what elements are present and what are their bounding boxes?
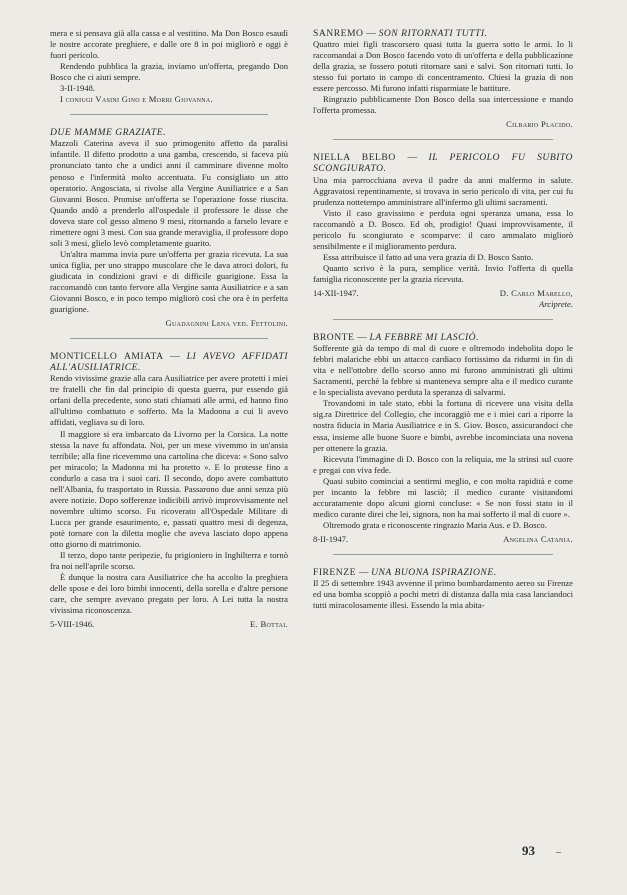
article-heading [313,332,573,343]
paragraph: Essa attribuisce il fatto ad una vera grazia di D. Bosco Santo. [323,251,534,262]
paragraph: Sofferente già da tempo di mal di cuore e oltremodo indebolita dopo le febbri malariche ebbi un attacco cardiaco fortissimo da ridurmi in fin di vita e nell'ottobre dello scorso anno mi furono amministrati gli ultimi Sacramenti, perchè la febbre si manteneva sempre alta e il medico curante e lo specialista avevano perduta la speranza di salvarmi. [313,343,573,398]
page-dash: – [556,847,561,858]
article-place: FIRENZE — [313,566,369,578]
article-title: SON RITORNATI TUTTI. [378,28,488,39]
signature-line [50,318,288,329]
article-place: NIELLA BELBO — [313,152,418,164]
article-title: DUE MAMME GRAZIATE. [50,127,166,139]
signature: Guadagnini Lena ved. Fettolini. [165,318,288,329]
signature: Angelina Catania. [503,533,573,544]
article-place: SANREMO — [313,28,377,39]
section-divider [333,319,553,320]
article-heading [313,28,573,39]
paragraph: Rendo vivissime grazie alla cara Ausiliatrice per avere protetti i miei tre fratelli che fin dal principio di questa guerra, pur essendo già orfani della precedente, sono stati chiamati alle armi, ed hanno fino all'ultimo combattuto e sofferto. Ma la Madonna a cui li avevo affidati, vegliava su di loro. [50,373,288,428]
paragraph: Rendendo pubblica la grazia, inviamo un'offerta, pregando Don Bosco che ci aiuti sempre. [50,61,288,83]
paragraph: mera e si pensava già alla cassa e al vestitino. Ma Don Bosco esaudì le nostre accorate preghiere, e dalle ore 8 in poi migliorò e oggi è fuori pericolo. [50,28,288,61]
signature: E. Bottai. [250,619,288,630]
article-heading [50,127,288,138]
signature-line [313,288,573,299]
section-divider [70,338,268,339]
paragraph: Quanto scrivo è la pura, semplice verità. Invio l'offerta di quella famiglia riconoscente per la grazia ricevuta. [313,262,573,284]
signature-line [50,619,288,630]
section-divider [333,554,553,555]
date-line: 5-VIII-1946. [50,619,95,630]
paragraph: Il maggiore si era imbarcato da Livorno per la Corsica. La notte stessa la nave fu affondata. Noi, per un mese vivemmo in un'ansia terribile; alla fine ricevemmo una cartolina che diceva: « Sono salvo per miracolo; la Madonna mi ha protetto ». E lo protesse fino a condurlo a casa tra i suoi cari. Il secondo, dopo avere combattuto nell'Albania, fu trasportato in Russia. Passarono due anni senza più avere notizie. Dopo sofferenze indicibili arrivò improvvisamente nel novembre ultimo scorso. Fu ricoverato all'Ospedale Militare di Lucca per grande esaurimento, e, passati quattro mesi di degenza, potè tornare con la diletta moglie che aveva lasciato dopo appena otto giorno di matrimonio. [50,428,288,549]
paragraph: Un'altra mamma invia pure un'offerta per grazia ricevuta. La sua unica figlia, per uno strappo muscolare che le dava atroci dolori, fu giudicata in condizioni gravi e di difficile guarigione. Essa la raccomandò con tanto fervore alla Vergine santa Ausiliatrice e a san Giovanni Bosco, e in poco tempo migliorò così che ora è in perfetta guarigione. [50,248,288,315]
page-number: 93 [522,843,535,858]
paragraph: È dunque la nostra cara Ausiliatrice che ha accolto la preghiera delle spose e dei loro bimbi innocenti, della sorella e d'altre persone care, che sempre avevano pregato per loro. A Lei tutta la nostra vivissima riconoscenza. [50,572,288,616]
signature: Cilbario Placido. [506,119,573,130]
article-heading [50,351,288,373]
article-heading [313,152,573,174]
signature: D. Carlo Marello, [499,287,573,298]
section-divider [70,114,268,115]
article-place: MONTICELLO AMIATA — [50,351,181,363]
paragraph: Quattro miei figli trascorsero quasi tutta la guerra sotto le armi. Io li raccomandai a Don Bosco facendo voto di un'offerta e della pubblicazione della grazia, se fossero potuti ritornare sani e salvi. Son ritornati tutti. Io stesso fui portato in campo di concentramento. Chiesi la grazia di non essere percosso. Mi furono infatti risparmiate le battiture. [313,39,573,94]
paragraph: Mazzoli Caterina aveva il suo primogenito affetto da paralisi infantile. Il difetto prodotto a una gamba, crescendo, si faceva più pronunciato tanto che a undici anni il camminare divenne molto penoso e l'infermità molto accentuata. Fu consigliato un atto operatorio. Angosciata, si rivolse alla Vergine Ausiliatrice e a San Giovanni Bosco. Promise un'offerta se l'operazione fosse riuscita. Quando andò a prenderlo all'ospedale il professore le disse che doveva stare col gesso almeno 9 mesi, ritornando a farselo levare e rimettere ogni 3 mesi. Con sua grande meraviglia, il professore dopo soli 3 mesi, glielo levò completamente guarito. [50,138,288,248]
paragraph: Ringrazio pubblicamente Don Bosco della sua intercessione e mando l'offerta promessa. [313,94,573,116]
signature: I coniugi Vasini Gino e Morri Giovanna. [60,94,213,105]
article-heading [313,567,573,578]
paragraph: Il 25 di settembre 1943 avvenne il primo bombardamento aereo su Firenze ed una bomba scoppiò a pochi metri di distanza dalla mia casa lanciandoci tutti miracolosamente illesi. Essendo la mia abita- [313,578,573,611]
left-column [50,28,288,630]
paragraph: Ricevuta l'immagine di D. Bosco con la reliquia, me la strinsi sul cuore e pregai con viva fede. [313,453,573,475]
article-title: IL PERICOLO FU SUBITO SCONGIURATO. [313,152,573,175]
date-line: 14-XII-1947. [313,287,359,298]
date-line: 3-II-1948. [60,83,96,94]
paragraph: Una mia parrocchiana aveva il padre da anni malfermo in salute. Aggravatosi repentinamente, si trovava in serio pericolo di vita, per cui fu prudenza nottetempo amministrare all'infermo gli ultimi sacramenti. [313,174,573,207]
signature-role: Arciprete. [539,299,573,310]
right-column [313,28,573,611]
signature-line [313,119,573,130]
article-title: LI AVEVO AFFIDATI ALL'AUSILIATRICE. [50,351,289,374]
paragraph: Trovandomi in tale stato, ebbi la fortuna di ricevere una visita della sig.ra Direttrice del Collegio, che incoraggiò me e i miei cari a riporre la nostra fiducia in Maria Ausiliatrice e in S. Giov. Bosco, assicurandoci che essa, insieme alle buone Suore e bimbi, avrebbe incominciata una novena per ottenere la grazia. [313,398,573,453]
article-place: BRONTE — [313,332,368,344]
paragraph: Visto il caso gravissimo e perduta ogni speranza umana, essa lo raccomandò a D. Bosco. Ed oh, prodigio! Quasi improvvisamente, il pericolo fu scongiurato e scomparve: il caro ammalato migliorò sensibilmente e il miglioramento perdura. [313,207,573,251]
paragraph: Quasi subito cominciai a sentirmi meglio, e con molta rapidità e come per incanto la febbre mi lasciò; il medico curante visitandomi accuratamente dopo alcuni giorni concluse: « Se non fossi stato io il medico curante direi che lei, signora, non ha mai sofferto il mal di cuore ». [313,475,573,519]
section-divider [333,139,553,140]
signature-line [313,534,573,545]
paragraph: Il terzo, dopo tante peripezie, fu prigioniero in Inghilterra e tornò fra noi nell'aprile scorso. [50,550,288,572]
article-title: LA FEBBRE MI LASCIÒ. [369,332,480,344]
date-line: 8-II-1947. [313,533,349,544]
article-title: UNA BUONA ISPIRAZIONE. [371,566,497,578]
paragraph: Oltremodo grata e riconoscente ringrazio Maria Aus. e D. Bosco. [323,519,547,530]
